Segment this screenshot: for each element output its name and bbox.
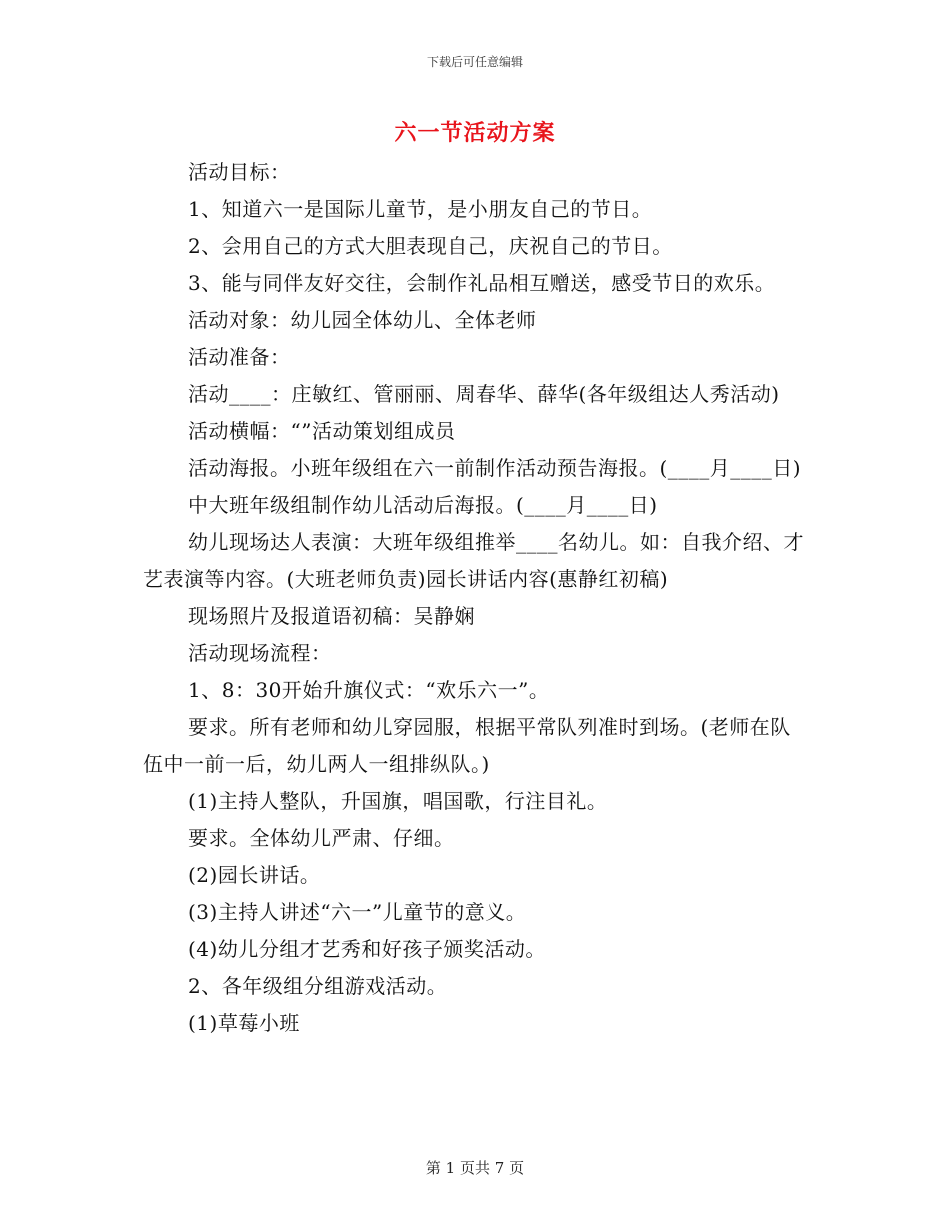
paragraph: 活动目标： — [188, 160, 291, 184]
paragraph: 活动横幅：“”活动策划组成员 — [188, 419, 456, 443]
document-body — [143, 154, 811, 1042]
paragraph: 3、能与同伴友好交往，会制作礼品相互赠送，感受节日的欢乐。 — [188, 271, 776, 295]
paragraph: 现场照片及报道语初稿：吴静娴 — [188, 604, 475, 628]
paragraph: (4)幼儿分组才艺秀和好孩子颁奖活动。 — [188, 937, 546, 961]
paragraph: 2、各年级组分组游戏活动。 — [188, 974, 448, 998]
paragraph: 要求。全体幼儿严肃、仔细。 — [188, 826, 455, 850]
paragraph: 幼儿现场达人表演：大班年级组推举____名幼儿。如：自我介绍、才艺表演等内容。(大班老师负责)园长讲话内容(惠静红初稿) — [143, 530, 804, 591]
paragraph: (1)主持人整队，升国旗，唱国歌，行注目礼。 — [188, 789, 608, 813]
paragraph: 活动准备： — [188, 345, 291, 369]
paragraph: 活动____：庄敏红、管丽丽、周春华、薛华(各年级组达人秀活动) — [188, 382, 780, 406]
page-header-note: 下载后可任意编辑 — [426, 55, 523, 69]
paragraph: (1)草莓小班 — [188, 1011, 300, 1035]
paragraph: 要求。所有老师和幼儿穿园服，根据平常队列准时到场。(老师在队伍中一前一后，幼儿两人一组排纵队。) — [143, 715, 791, 776]
paragraph: 2、会用自己的方式大胆表现自己，庆祝自己的节日。 — [188, 234, 673, 258]
paragraph: 活动对象：幼儿园全体幼儿、全体老师 — [188, 308, 537, 332]
paragraph: 活动现场流程： — [188, 641, 332, 665]
paragraph: (3)主持人讲述“六一”儿童节的意义。 — [188, 900, 527, 924]
paragraph: 活动海报。小班年级组在六一前制作活动预告海报。(____月____日) — [188, 456, 802, 480]
page-footer: 第 1 页共 7 页 — [425, 1159, 525, 1177]
paragraph: 中大班年级组制作幼儿活动后海报。(____月____日) — [188, 493, 658, 517]
document-title: 六一节活动方案 — [394, 120, 556, 146]
paragraph: 1、知道六一是国际儿童节，是小朋友自己的节日。 — [188, 197, 653, 221]
paragraph: (2)园长讲话。 — [188, 863, 321, 887]
paragraph: 1、8：30开始升旗仪式：“欢乐六一”。 — [188, 678, 550, 702]
